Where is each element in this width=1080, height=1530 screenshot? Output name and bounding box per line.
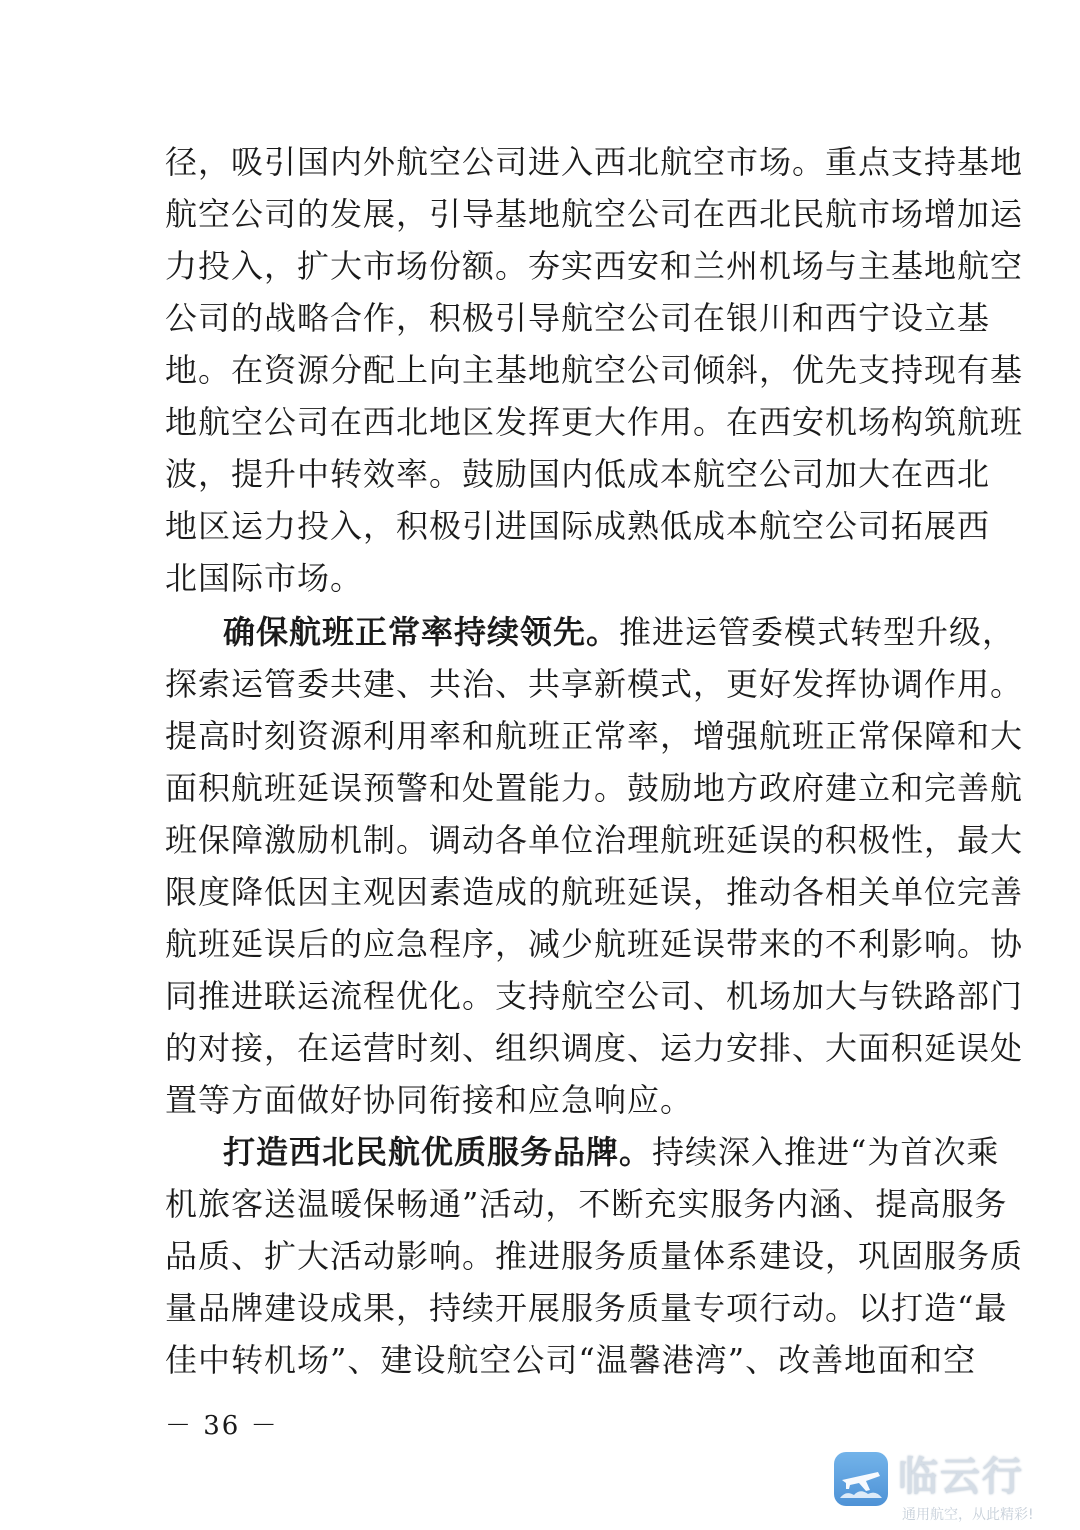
paragraph-line: 径，吸引国内外航空公司进入西北航空市场。重点支持基地 [165, 143, 1024, 181]
paragraph-line: 公司的战略合作，积极引导航空公司在银川和西宁设立基 [165, 299, 991, 337]
watermark [832, 1450, 1062, 1530]
paragraph-line: 的对接，在运营时刻、组织调度、运力安排、大面积延误处 [165, 1029, 1024, 1067]
paragraph-line: 品质、扩大活动影响。推进服务质量体系建设，巩固服务质 [165, 1237, 1024, 1275]
paragraph-line: 航空公司的发展，引导基地航空公司在西北民航市场增加运 [165, 195, 1024, 233]
paragraph-line: 波，提升中转效率。鼓励国内低成本航空公司加大在西北 [165, 455, 991, 493]
section-heading: 打造西北民航优质服务品牌。 [223, 1133, 653, 1171]
section-first-line [223, 1132, 1000, 1172]
paragraph-line: 班保障激励机制。调动各单位治理航班延误的积极性，最大 [165, 821, 1024, 859]
paragraph-line: 提高时刻资源利用率和航班正常率，增强航班正常保障和大 [165, 717, 1024, 755]
watermark-name: 临云行 [898, 1454, 1024, 1500]
paragraph-line: 北国际市场。 [165, 559, 364, 597]
paragraph-line: 量品牌建设成果，持续开展服务质量专项行动。以打造“最 [165, 1289, 1008, 1327]
paragraph-line: 力投入，扩大市场份额。夯实西安和兰州机场与主基地航空 [165, 247, 1024, 285]
paragraph-line: 置等方面做好协同衔接和应急响应。 [165, 1081, 694, 1119]
section-text: 持续深入推进“为首次乘 [652, 1133, 1000, 1171]
paragraph-line: 机旅客送温暖保畅通”活动，不断充实服务内涵、提高服务 [165, 1185, 1008, 1223]
paragraph-line: 限度降低因主观因素造成的航班延误，推动各相关单位完善 [165, 873, 1024, 911]
paragraph-line: 探索运管委共建、共治、共享新模式，更好发挥协调作用。 [165, 665, 1024, 703]
airplane-cloud-icon [832, 1450, 890, 1508]
paragraph-line: 航班延误后的应急程序，减少航班延误带来的不利影响。协 [165, 925, 1024, 963]
section-heading: 确保航班正常率持续领先。 [223, 613, 620, 651]
paragraph-line: 地区运力投入，积极引进国际成熟低成本航空公司拓展西 [165, 507, 991, 545]
paragraph-line: 面积航班延误预警和处置能力。鼓励地方政府建立和完善航 [165, 769, 1024, 807]
paragraph-line: 地。在资源分配上向主基地航空公司倾斜，优先支持现有基 [165, 351, 1024, 389]
watermark-slogan: 通用航空，从此精彩! [902, 1507, 1034, 1523]
paragraph-line: 佳中转机场”、建设航空公司“温馨港湾”、改善地面和空 [165, 1341, 977, 1379]
page-number: － 36 － [165, 1411, 279, 1441]
section-first-line [223, 612, 1016, 652]
section-text: 推进运管委模式转型升级， [619, 613, 1016, 651]
paragraph-line: 地航空公司在西北地区发挥更大作用。在西安机场构筑航班 [165, 403, 1024, 441]
paragraph-line: 同推进联运流程优化。支持航空公司、机场加大与铁路部门 [165, 977, 1024, 1015]
